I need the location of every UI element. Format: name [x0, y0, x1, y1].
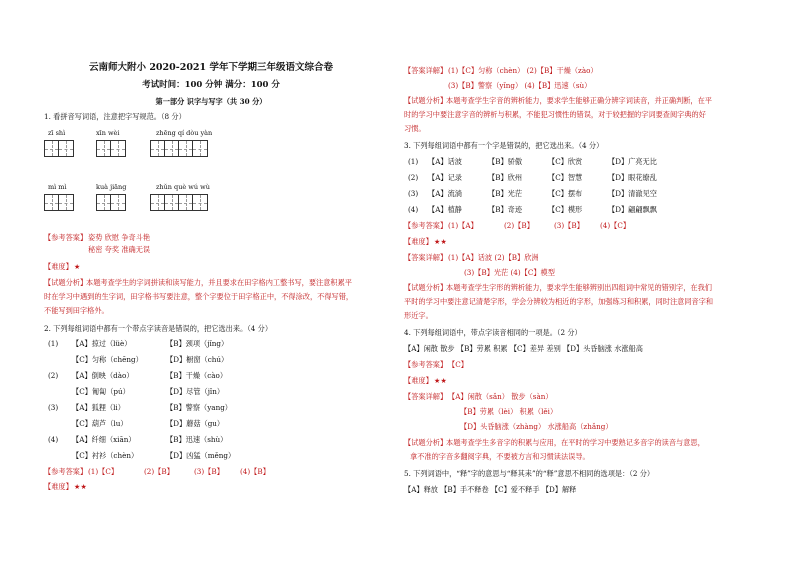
q4-detail-3: 【D】头昏脑涨（zhàng） 水涨船高（zhǎng） [460, 422, 613, 431]
q3-option: 【A】流淌 [428, 189, 462, 198]
q3-option: 【D】广亮无比 [608, 157, 657, 166]
q4-detail-2: 【B】劳累（lèi） 积累（lěi） [460, 407, 558, 416]
q2-option: 【C】匍匐（pú） [72, 387, 130, 396]
section-title: 第一部分 识字与写字（共 30 分） [155, 97, 267, 106]
q3-option: 【A】记录 [428, 173, 462, 182]
q2-option: 【D】凶猛（měng） [166, 451, 236, 460]
q4-analysis-label: 【试题分析】 [404, 438, 448, 447]
pinyin-5: kuà jiāng [96, 183, 127, 191]
pinyin-6: zhǔn què wú wù [156, 183, 210, 191]
q4-detail-1: 【A】闲散（sǎn） 散步（sàn） [448, 392, 553, 401]
q3-detail-label: 【答案详解】 [404, 253, 448, 262]
q2-option: 【C】匀称（chēng） [72, 355, 143, 364]
q3-option: 【D】翩翩飘飘 [608, 205, 657, 214]
q2-option: 【A】掠过（lüè） [72, 339, 132, 348]
q2-difficulty-label: 【难度】 [44, 482, 73, 491]
q3-row-num: (3) [408, 189, 419, 198]
q2-analysis-label: 【试题分析】 [404, 96, 448, 105]
q3-detail-2: (3)【B】光茫 (4)【C】模型 [464, 268, 555, 277]
q2-row-num: (4) [48, 435, 59, 444]
writing-grid[interactable] [150, 140, 208, 157]
writing-grid[interactable] [96, 194, 126, 211]
q1-analysis-2: 时在学习中遇到的生字词，田字格书写要注意，整个字要位于田字格正中，不得涂改，不得写错， [44, 292, 354, 301]
q3-row-num: (1) [408, 157, 419, 166]
q1-analysis-3: 不能写到田字格外。 [44, 306, 109, 315]
q3-difficulty-stars: ★★ [434, 237, 447, 246]
q2-option: 【D】橱窗（chú） [166, 355, 229, 364]
q3-analysis-label: 【试题分析】 [404, 283, 448, 292]
exam-time: 考试时间：100 分钟 满分：100 分 [142, 80, 280, 90]
pinyin-3: zhēng qí dòu yàn [156, 129, 213, 137]
q2-row-num: (1) [48, 339, 59, 348]
q2-option: 【B】迅速（shù） [166, 435, 228, 444]
pinyin-1: zī shì [48, 129, 66, 137]
q4-detail-label: 【答案详解】 [404, 392, 448, 401]
q3-analysis-3: 形近字。 [404, 311, 433, 320]
q2-detail-label: 【答案详解】 [404, 66, 448, 75]
q3-option: 【D】清澈见空 [608, 189, 657, 198]
q2-option: 【A】狐狸（li） [72, 403, 125, 412]
q2-analysis-3: 习惯。 [404, 124, 426, 133]
q2-row-num: (3) [48, 403, 59, 412]
q1-difficulty-label: 【难度】 [44, 262, 73, 271]
q3-answer: (2)【B】 [504, 221, 534, 230]
q4-difficulty-label: 【难度】 [404, 376, 433, 385]
q2-row-num: (2) [48, 371, 59, 380]
q3-analysis-2: 平时的学习中要注意记清楚字形，学会分辨较为相近的字形，加强练习和积累，同时注意同音字和 [404, 297, 714, 306]
q4-prompt: 4. 下列每组词语中，带点字读音相同的一项是。（2 分） [404, 328, 582, 337]
q1-analysis-label: 【试题分析】 [44, 278, 88, 287]
q1-answer-line2: 秘密 夸奖 准确无误 [88, 245, 151, 254]
q3-option: 【A】话波 [428, 157, 462, 166]
q2-option: 【A】倒映（dào） [72, 371, 134, 380]
q1-difficulty-stars: ★ [74, 262, 81, 271]
q2-answer-label: 【参考答案】 [44, 467, 88, 476]
writing-grid[interactable] [44, 194, 74, 211]
q3-answer-label: 【参考答案】 [404, 221, 448, 230]
q2-analysis-1: 本题考查学生字音的辨析能力，要求学生能够正确分辨字词读音，并正确判断，在平 [446, 96, 712, 105]
exam-title: 云南师大附小 2020-2021 学年下学期三年级语文综合卷 [89, 62, 333, 73]
q3-row-num: (2) [408, 173, 419, 182]
q1-answer-label: 【参考答案】 [44, 233, 88, 242]
q2-option: 【C】葫芦（lu） [72, 419, 128, 428]
q2-answer: (2)【B】 [144, 467, 174, 476]
q3-answer: (4)【C】 [600, 221, 631, 230]
pinyin-4: mì mì [48, 183, 67, 191]
q5-options: 【A】释放 【B】手不释卷 【C】爱不释手 【D】解释 [404, 485, 577, 494]
q3-option: 【A】植静 [428, 205, 462, 214]
q5-prompt: 5. 下列词语中，“释”字的意思与“释其耒”的“释”意思不相同的选项是：（2 分） [404, 469, 655, 478]
q2-option: 【B】警察（yang） [166, 403, 232, 412]
q2-detail-1: (1)【C】匀称（chèn） (2)【B】干燥（zào） [448, 66, 598, 75]
q4-options: 【A】闲散 散步 【B】劳累 积累 【C】差异 差别 【D】头昏脑涨 水涨船高 [404, 344, 643, 353]
q2-option: 【D】尽管（jǐn） [166, 387, 225, 396]
writing-grid[interactable] [150, 194, 208, 211]
q3-option: 【C】模形 [548, 205, 583, 214]
q2-answer: (1)【C】 [88, 467, 119, 476]
q2-option: 【A】纤细（xiān） [72, 435, 136, 444]
q3-analysis-1: 本题考查学生字形的辨析能力，要求学生能够辨别出四组词中常见的错别字，在我们 [446, 283, 712, 292]
q3-option: 【C】智慧 [548, 173, 583, 182]
pinyin-2: xīn wèi [96, 129, 120, 137]
q2-option: 【B】干燥（cào） [166, 371, 228, 380]
q3-option: 【B】欣州 [488, 173, 523, 182]
q3-difficulty-label: 【难度】 [404, 237, 433, 246]
q2-difficulty-stars: ★★ [74, 482, 87, 491]
q2-option: 【B】颈项（jǐng） [166, 339, 229, 348]
q4-answer: 【C】 [448, 360, 468, 369]
q2-detail-2: (3)【B】警察（yǐng） (4)【B】迅速（sù） [448, 81, 592, 90]
q3-option: 【D】眼花缭乱 [608, 173, 657, 182]
q3-option: 【C】欣赏 [548, 157, 583, 166]
q3-option: 【B】光茫 [488, 189, 523, 198]
q2-option: 【C】衬衫（chèn） [72, 451, 139, 460]
q4-difficulty-stars: ★★ [434, 376, 447, 385]
q2-prompt: 2. 下列每组词语中都有一个带点字读音是错误的，把它选出来。（4 分） [44, 324, 273, 333]
q4-analysis-1: 本题考查学生多音字的积累与应用，在平时的学习中要熟记多音字的读音与意思， [446, 438, 705, 447]
writing-grid[interactable] [96, 140, 126, 157]
q2-analysis-2: 时的学习中要注意字音的辨析与积累，不能犯习惯性的错误，对于较把握的字词要查阅字典的好 [404, 110, 706, 119]
q3-option: 【B】奇迹 [488, 205, 523, 214]
q2-answer: (3)【B】 [194, 467, 224, 476]
q1-analysis-1: 本题考查学生的字词拼读和读写能力，并且要求在田字格内工整书写，要注意积累平 [86, 278, 352, 287]
q3-option: 【B】骄傲 [488, 157, 523, 166]
q4-answer-label: 【参考答案】 [404, 360, 448, 369]
q3-prompt: 3. 下列每组词语中都有一个字是错误的，把它选出来。（4 分） [404, 141, 604, 150]
q1-prompt: 1. 看拼音写词语，注意把字写规范。（8 分） [44, 112, 186, 121]
q3-row-num: (4) [408, 205, 419, 214]
q3-detail-1: (1)【A】话波 (2)【B】欣洲 [448, 253, 539, 262]
q4-analysis-2: 拿不准的字音多翻阅字典，不要被方言和习惯读法误导。 [410, 452, 590, 461]
q3-option: 【C】摆布 [548, 189, 583, 198]
q3-answer: (3)【B】 [554, 221, 584, 230]
writing-grid[interactable] [44, 140, 74, 157]
q2-option: 【D】蘑菇（gu） [166, 419, 225, 428]
q3-answer: (1)【A】 [448, 221, 478, 230]
q1-answer-line1: 姿势 欣慰 争奇斗艳 [88, 233, 151, 242]
q2-answer: (4)【B】 [240, 467, 270, 476]
